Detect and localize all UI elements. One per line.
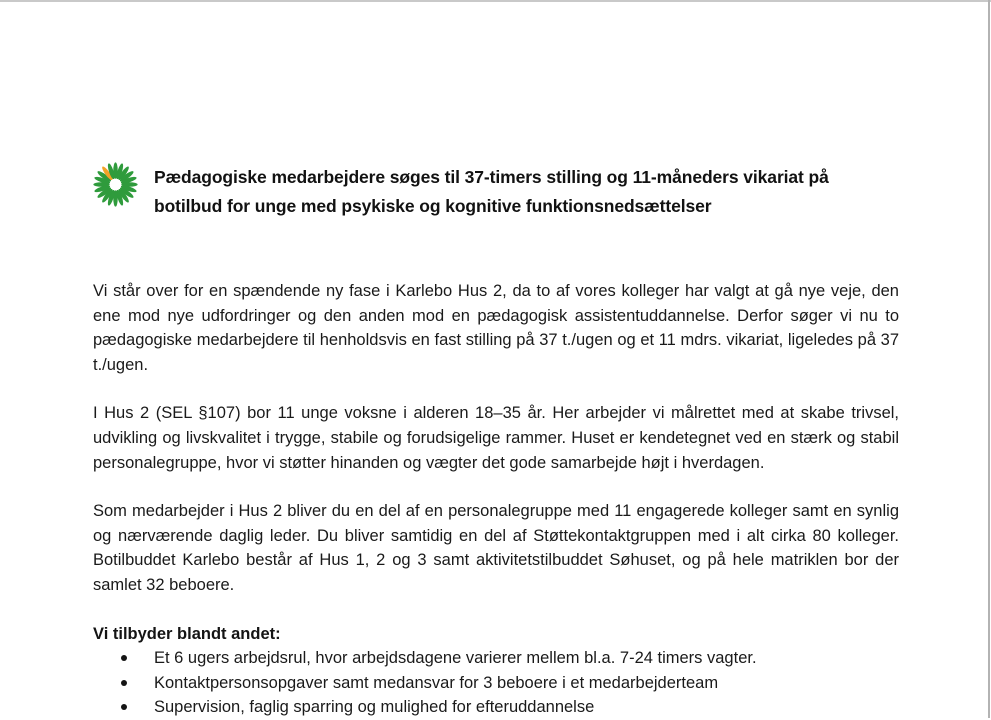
page-right-edge bbox=[988, 0, 990, 718]
intro-paragraph: Vi står over for en spændende ny fase i Karlebo Hus 2, da to af vores kolleger har valgt at gå nye veje, den ene mod nye udfordringer og den anden mod en pædagogisk assistentuddannelse. Derfor søger vi nu to pædagogiske medarbejdere til henholdsvis en fast stilling på 37 t./ugen og et 11 mdrs. vikariat, ligeledes på 37 t./ugen. bbox=[93, 282, 899, 374]
list-item: Et 6 ugers arbejdsrul, hvor arbejdsdagene varierer mellem bl.a. 7-24 timers vagter. bbox=[93, 646, 899, 671]
offer-section-heading: Vi tilbyder blandt andet: bbox=[93, 624, 281, 643]
house-description-paragraph: I Hus 2 (SEL §107) bor 11 unge voksne i alderen 18–35 år. Her arbejder vi målrettet med at skabe trivsel, udvikling og livskvalitet i trygge, stabile og forudsigelige rammer. Huset er kendetegnet ved en stærk og stabil personalegruppe, hvor vi støtter hinanden og vægter det gode samarbejde højt i hverdagen. bbox=[93, 404, 899, 472]
page-title: Pædagogiske medarbejdere søges til 37-timers stilling og 11-måneders vikariat på botilbud for unge med psykiske og kognitive funktionsnedsættelser bbox=[154, 167, 829, 216]
list-item: Kontaktpersonsopgaver samt medansvar for 3 beboere i et medarbejderteam bbox=[93, 671, 899, 696]
list-item: Supervision, faglig sparring og mulighed for efteruddannelse bbox=[93, 695, 899, 720]
offer-list bbox=[93, 646, 899, 720]
team-description-paragraph: Som medarbejder i Hus 2 bliver du en del af en personalegruppe med 11 engagerede kolleger samt en synlig og nærværende daglig leder. Du bliver samtidig en del af Støttekontaktgruppen med i alt cirka 80 kolleger. Botilbuddet Karlebo består af Hus 1, 2 og 3 samt aktivitetstilbuddet Søhuset, og på hele matriklen bor der samlet 32 beboere. bbox=[93, 502, 899, 594]
document-header bbox=[93, 160, 899, 221]
green-flower-logo-icon bbox=[93, 162, 138, 207]
document-content bbox=[93, 0, 899, 720]
